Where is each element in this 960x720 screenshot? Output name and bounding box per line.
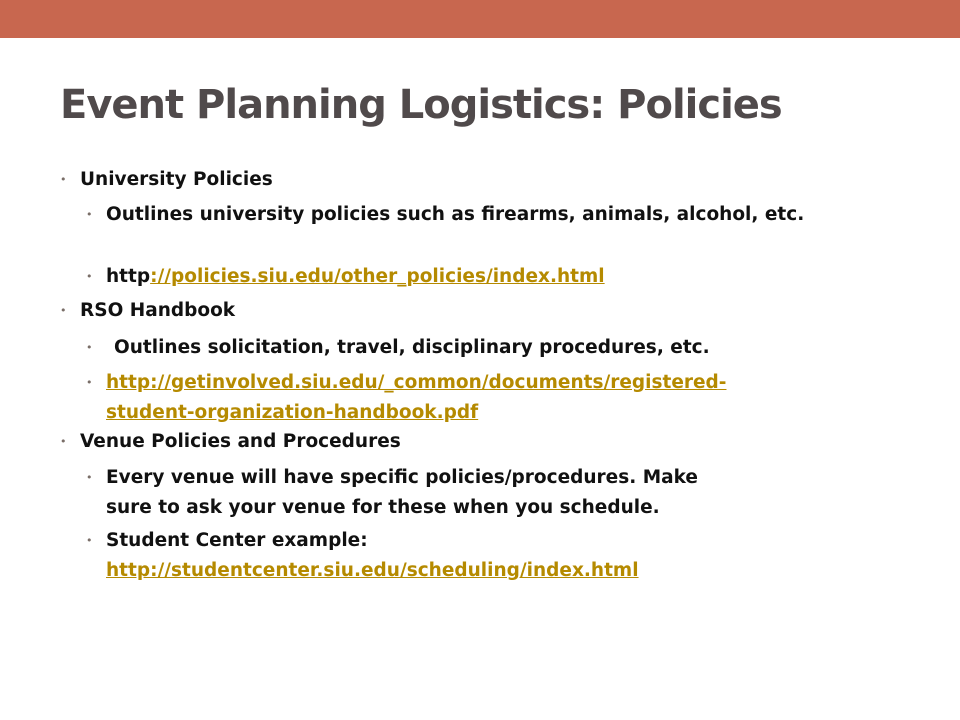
bullet-text: Outlines solicitation, travel, disciplinary procedures, etc. (114, 337, 710, 358)
bullet-item-university-outline (86, 200, 886, 230)
bullet-heading-university-policies (60, 165, 880, 195)
bullet-dot: • (86, 208, 93, 221)
bullet-dot: • (86, 471, 93, 484)
top-accent-bar (0, 0, 960, 38)
link-line: student-organization-handbook.pdf (106, 402, 479, 423)
bullet-text: Student Center example: (106, 530, 368, 551)
policies-link[interactable]: ://policies.siu.edu/other_policies/index.html (150, 266, 605, 287)
bullet-dot: • (86, 270, 93, 283)
slide-title: Event Planning Logistics: Policies (60, 82, 782, 128)
bullet-item-university-link (86, 262, 886, 292)
bullet-text-line: Every venue will have specific policies/procedures. Make (106, 467, 698, 488)
bullet-item-rso-link (86, 368, 886, 428)
bullet-dot: • (60, 173, 67, 186)
bullet-dot: • (86, 341, 93, 354)
bullet-dot: • (86, 534, 93, 547)
link-line: http://getinvolved.siu.edu/_common/documents/registered- (106, 372, 727, 393)
link-prefix: http (106, 266, 151, 287)
section-heading: Venue Policies and Procedures (80, 431, 401, 452)
section-heading: University Policies (80, 169, 273, 190)
bullet-item-student-center (86, 526, 886, 586)
bullet-item-venue-outline (86, 463, 886, 523)
bullet-heading-venue-policies (60, 427, 880, 457)
bullet-item-rso-outline (86, 333, 886, 363)
section-heading: RSO Handbook (80, 300, 236, 321)
bullet-dot: • (60, 304, 67, 317)
bullet-text: Outlines university policies such as firearms, animals, alcohol, etc. (106, 204, 805, 225)
bullet-dot: • (86, 376, 93, 389)
student-center-link[interactable]: http://studentcenter.siu.edu/scheduling/index.html (106, 560, 639, 581)
bullet-text-line: sure to ask your venue for these when you schedule. (106, 497, 660, 518)
bullet-dot: • (60, 435, 67, 448)
rso-handbook-link[interactable] (106, 372, 726, 423)
bullet-heading-rso-handbook (60, 296, 880, 326)
